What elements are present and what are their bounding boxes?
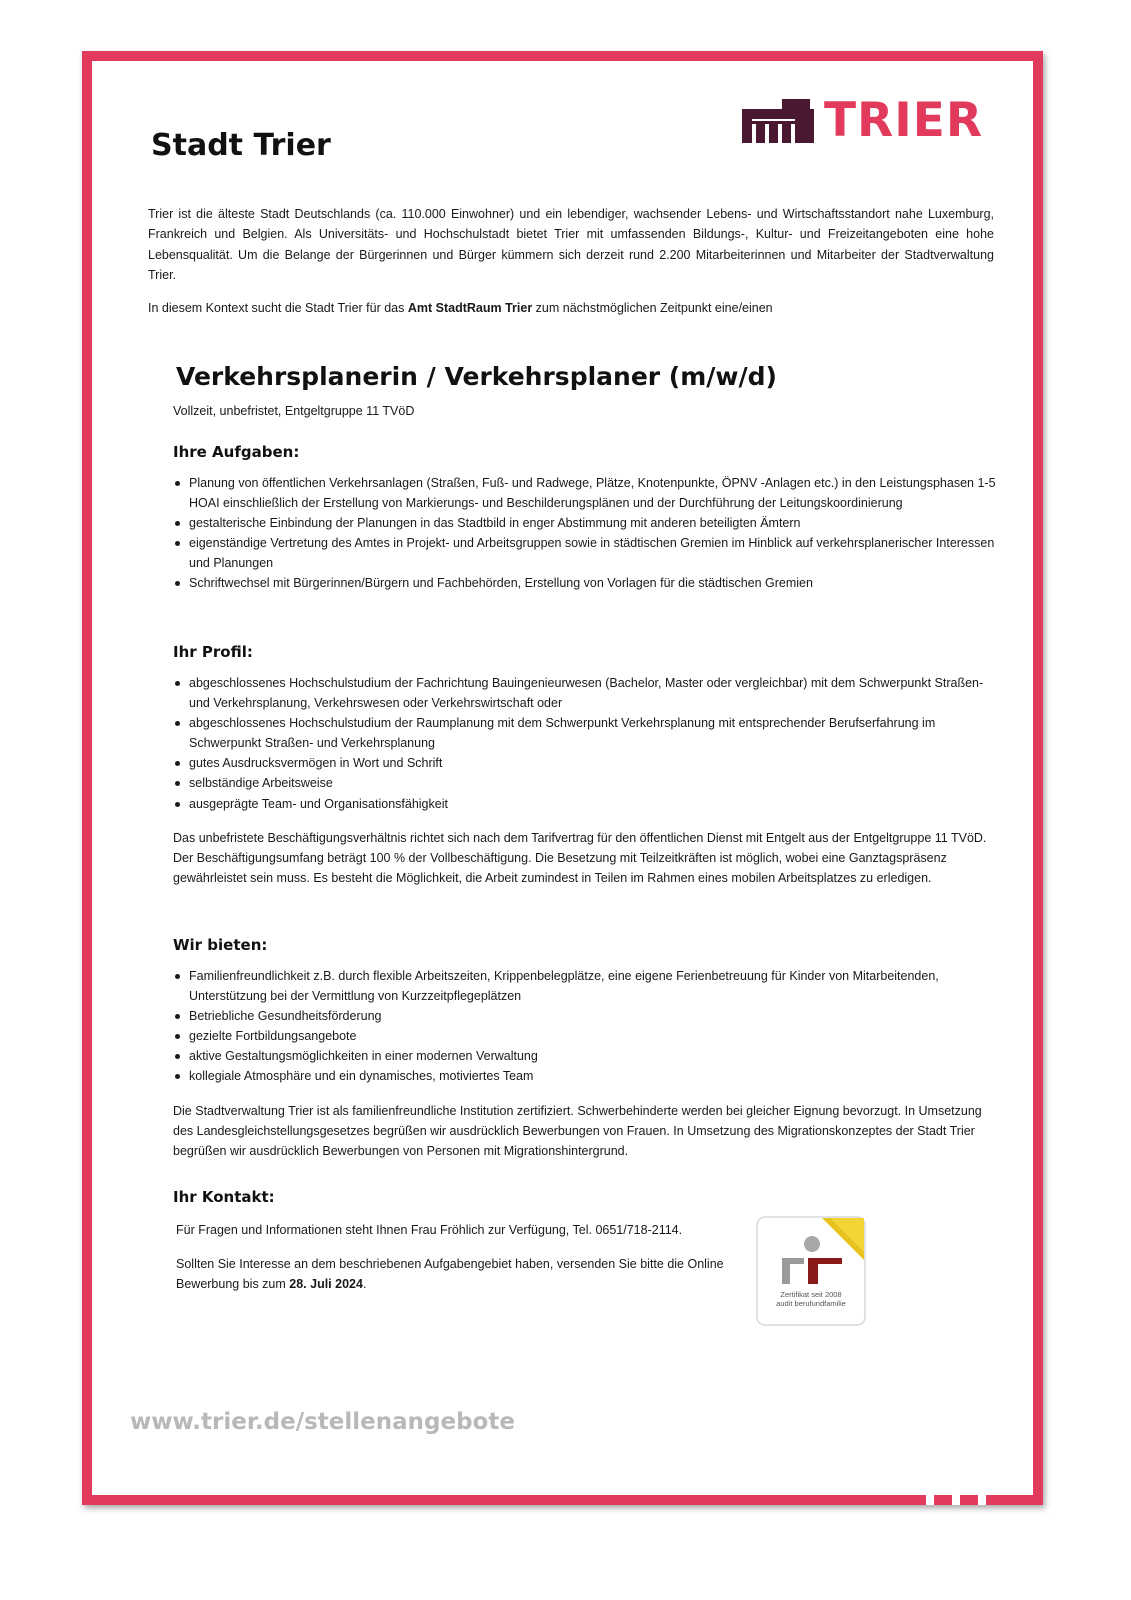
frame-decoration (926, 1491, 934, 1505)
context-text-after: zum nächstmöglichen Zeitpunkt eine/einen (532, 301, 773, 315)
footer-url[interactable]: www.trier.de/stellenangebote (130, 1409, 515, 1435)
intro-paragraph: Trier ist die älteste Stadt Deutschlands (ca. 110.000 Einwohner) und ein lebendiger, wachsender Lebens- und Wirtschaftsstandort nahe Luxemburg, Frankreich und Belgien. Als Universitäts- und Hochschulstadt bietet Trier mit umfassenden Bildungs-, Kultur- und Freizeitangeboten eine hohe Lebensqualität. Um die Belange der Bürgerinnen und Bürger kümmern sich derzeit rund 2.200 Mitarbeiterinnen und Mitarbeiter der Stadtverwaltung Trier. (148, 207, 994, 282)
frame-decoration (1020, 1394, 1028, 1434)
frame-decoration (952, 1491, 960, 1505)
contact-heading: Ihr Kontakt: (173, 1188, 275, 1206)
list-item: Familienfreundlichkeit z.B. durch flexible Arbeitszeiten, Krippenbelegplätze, eine eigene Ferienbetreuung für Kinder von Mitarbeitenden, Unterstützung bei der Vermittlung von Kurzzeitpflegeplätzen (173, 966, 1003, 1006)
application-instructions (176, 1254, 736, 1294)
profile-heading: Ihr Profil: (173, 643, 253, 661)
logo-wordmark: TRIER (824, 93, 984, 148)
page-frame (82, 51, 1043, 1505)
trier-logo (742, 93, 984, 148)
list-item: kollegiale Atmosphäre und ein dynamisches, motiviertes Team (173, 1066, 1003, 1086)
job-subtitle: Vollzeit, unbefristet, Entgeltgruppe 11 TVöD (173, 404, 415, 418)
list-item: abgeschlossenes Hochschulstudium der Raumplanung mit dem Schwerpunkt Verkehrsplanung mit entsprechender Berufserfahrung im Schwerpunkt Straßen- und Verkehrsplanung (173, 713, 1003, 753)
organization-name: Stadt Trier (151, 128, 331, 163)
offer-section (173, 936, 1003, 1161)
city-gate-icon (742, 99, 814, 143)
list-item: Planung von öffentlichen Verkehrsanlagen (Straßen, Fuß- und Radwege, Plätze, Knotenpunkte, ÖPNV -Anlagen etc.) in den Leistungsphasen 1-5 HOAI einschließlich der Erstellung von Markierungs- und Beschilderungsplänen und der Durchführung der Leitungskoordinierung (173, 473, 1003, 513)
application-text-end: . (362, 1277, 367, 1292)
list-item: selbständige Arbeitsweise (173, 773, 1003, 793)
list-item: gezielte Fortbildungsangebote (173, 1026, 1003, 1046)
certificate-caption (756, 1290, 866, 1308)
offer-list (173, 966, 1003, 1087)
list-item: ausgeprägte Team- und Organisationsfähigkeit (173, 794, 1003, 814)
application-text: Sollten Sie Interesse an dem beschriebenen Aufgabengebiet haben, versenden Sie bitte die Online Bewerbung bis zum (176, 1257, 724, 1292)
certificate-badge (756, 1216, 866, 1326)
job-title: Verkehrsplanerin / Verkehrsplaner (m/w/d) (176, 362, 777, 391)
frame-decoration (978, 1491, 986, 1505)
department-name: Amt StadtRaum Trier (407, 301, 533, 315)
contact-section (173, 1188, 1003, 1218)
tasks-list (173, 473, 1003, 594)
context-text-before: In diesem Kontext sucht die Stadt Trier für das (148, 301, 408, 315)
employment-terms-paragraph: Das unbefristete Beschäftigungsverhältnis richtet sich nach dem Tarifvertrag für den öffentlichen Dienst mit Entgelt aus der Entgeltgruppe 11 TVöD. Der Beschäftigungsumfang beträgt 100 % der Vollbeschäftigung. Die Besetzung mit Teilzeitkräften ist möglich, wobei eine Ganztagspräsenz gewährleistet sein muss. Es besteht die Möglichkeit, die Arbeit zumindest in Teilen im Rahmen eines mobilen Arbeitsplatzes zu erledigen. (173, 830, 987, 885)
list-item: aktive Gestaltungsmöglichkeiten in einer modernen Verwaltung (173, 1046, 1003, 1066)
tasks-section (173, 443, 1003, 594)
list-item: abgeschlossenes Hochschulstudium der Fachrichtung Bauingenieurwesen (Bachelor, Master oder vergleichbar) mit dem Schwerpunkt Straßen- und Verkehrsplanung, Verkehrswesen oder Verkehrswirtschaft oder (173, 673, 1003, 713)
certificate-line-2: audit berufundfamilie (776, 1299, 846, 1308)
contact-info: Für Fragen und Informationen steht Ihnen Frau Fröhlich zur Verfügung, Tel. 0651/718-2114. (176, 1223, 683, 1237)
application-deadline: 28. Juli 2024 (289, 1277, 363, 1292)
certificate-line-1: Zertifikat seit 2008 (780, 1290, 842, 1299)
offer-heading: Wir bieten: (173, 936, 268, 954)
audit-berufundfamilie-icon (756, 1216, 866, 1326)
profile-section (173, 643, 1003, 888)
list-item: eigenständige Vertretung des Amtes in Projekt- und Arbeitsgruppen sowie in städtischen Gremien im Hinblick auf verkehrsplanerischer Interessen und Planungen (173, 533, 1003, 573)
list-item: gutes Ausdrucksvermögen in Wort und Schrift (173, 753, 1003, 773)
list-item: gestalterische Einbindung der Planungen in das Stadtbild in enger Abstimmung mit anderen beteiligten Ämtern (173, 513, 1003, 533)
list-item: Schriftwechsel mit Bürgerinnen/Bürgern und Fachbehörden, Erstellung von Vorlagen für die städtischen Gremien (173, 573, 1003, 593)
profile-list (173, 673, 1003, 814)
tasks-heading: Ihre Aufgaben: (173, 443, 300, 461)
equal-opportunity-paragraph: Die Stadtverwaltung Trier ist als familienfreundliche Institution zertifiziert. Schwerbehinderte werden bei gleicher Eignung bevorzugt. In Umsetzung des Landesgleichstellungsgesetzes begrüßen wir ausdrücklich Bewerbungen von Frauen. In Umsetzung des Migrationskonzeptes der Stadt Trier begrüßen wir ausdrücklich Bewerbungen von Personen mit Migrationshintergrund. (173, 1103, 982, 1158)
page-content (92, 61, 1033, 1495)
context-sentence (148, 298, 773, 318)
list-item: Betriebliche Gesundheitsförderung (173, 1006, 1003, 1026)
